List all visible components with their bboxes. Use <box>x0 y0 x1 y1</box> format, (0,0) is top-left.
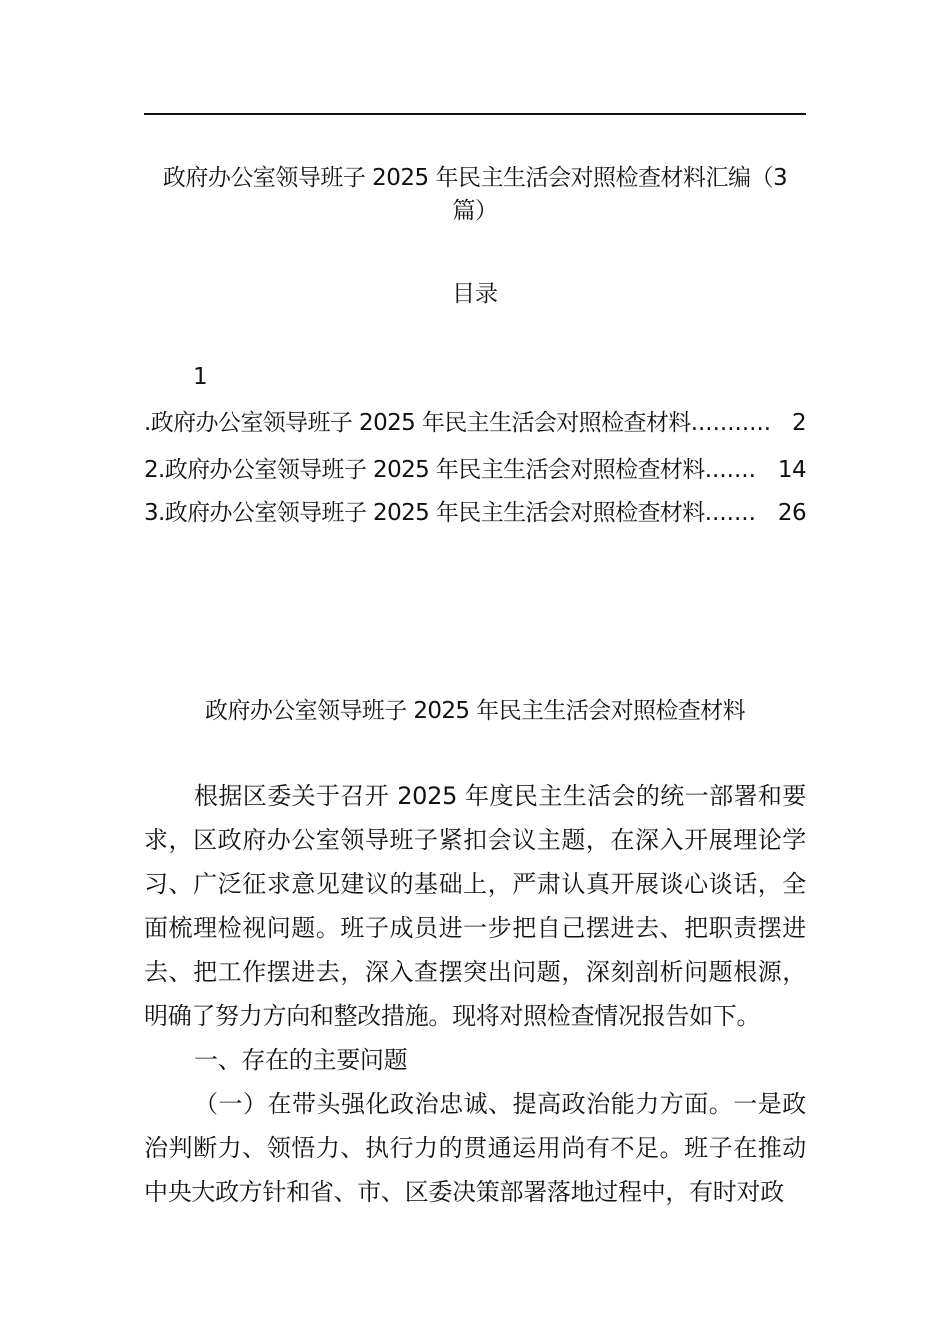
toc-entry-2[interactable] <box>144 454 806 486</box>
toc-entry-1[interactable] <box>144 407 806 439</box>
subsection-1-paragraph: （一）在带头强化政治忠诚、提高政治能力方面。一是政治判断力、领悟力、执行力的贯通运用尚有不足。班子在推动中央大政方针和省、市、区委决策部署落地过程中，有时对政 <box>144 1090 806 1206</box>
intro-paragraph: 根据区委关于召开 2025 年度民主生活会的统一部署和要求，区政府办公室领导班子紧扣会议主题，在深入开展理论学习、广泛征求意见建议的基础上，严肃认真开展谈心谈话，全面梳理检视问题。班子成员进一步把自己摆进去、把职责摆进去、把工作摆进去，深入查摆突出问题，深刻剖析问题根源，明确了努力方向和整改措施。现将对照检查情况报告如下。 <box>144 782 806 1030</box>
toc-entry-text: 政府办公室领导班子 2025 年民主生活会对照检查材料 <box>164 457 705 483</box>
heading-main-problems: 一、存在的主要问题 <box>194 1046 408 1074</box>
toc-entry-3[interactable] <box>144 497 806 529</box>
toc-entry-text: 政府办公室领导班子 2025 年民主生活会对照检查材料 <box>150 410 691 436</box>
toc-entry-1-number: 1 <box>193 364 208 390</box>
toc-page-number: 26 <box>777 500 806 526</box>
document-title <box>144 162 806 228</box>
toc-entry-prefix: 2. <box>144 457 165 483</box>
toc-page-number: 14 <box>777 457 806 483</box>
toc-leader-dots: ........... <box>690 410 772 436</box>
toc-entry-prefix: . <box>144 410 151 436</box>
document-title-line-2: 篇） <box>452 198 498 224</box>
toc-heading: 目录 <box>452 281 498 307</box>
toc-leader-dots: ....... <box>704 457 756 483</box>
section-title: 政府办公室领导班子 2025 年民主生活会对照检查材料 <box>205 698 745 724</box>
toc-leader-dots: ....... <box>704 500 756 526</box>
toc-entry-text: 政府办公室领导班子 2025 年民主生活会对照检查材料 <box>164 500 705 526</box>
section-body <box>144 774 806 1214</box>
document-title-line-1: 政府办公室领导班子 2025 年民主生活会对照检查材料汇编（3 <box>162 165 788 191</box>
toc-entry-prefix: 3. <box>144 500 165 526</box>
toc-page-number: 2 <box>791 410 806 436</box>
header-rule <box>144 113 806 115</box>
